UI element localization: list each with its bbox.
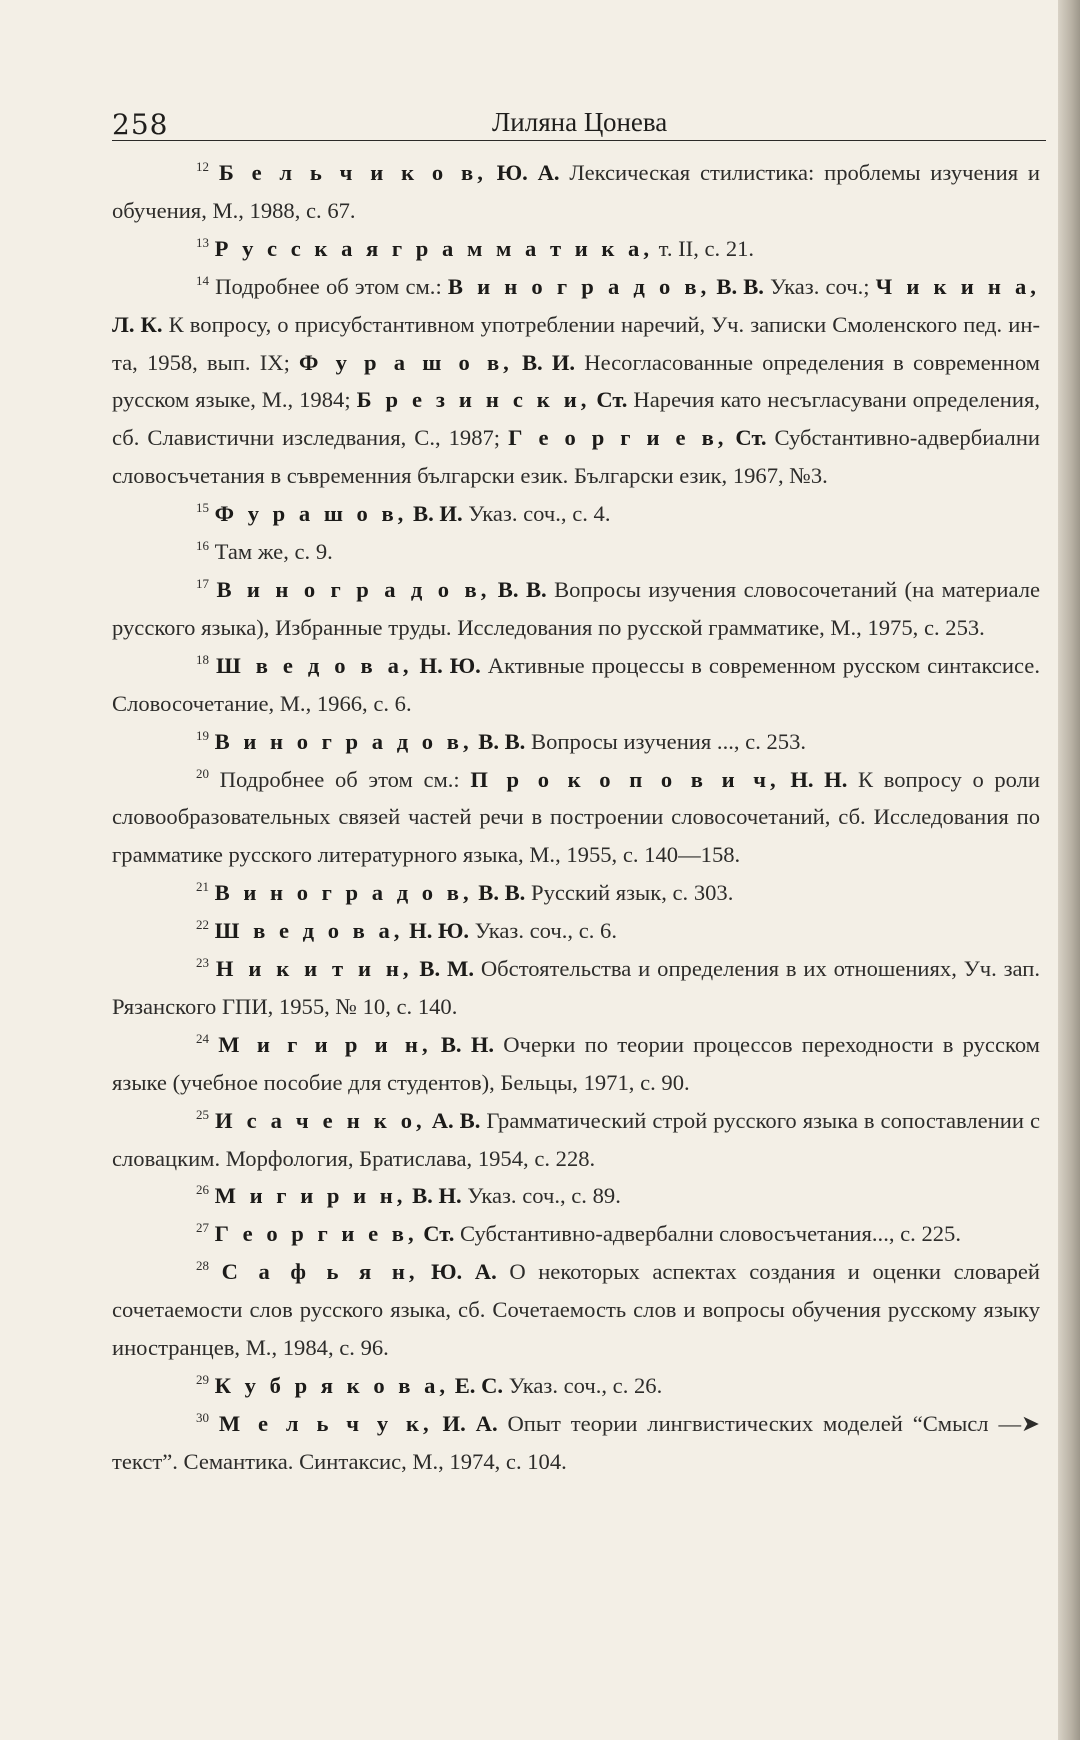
footnote-author: К у б р я к о в а, [214,1373,450,1398]
footnote [112,912,1040,950]
footnote-number: 30 [196,1409,209,1425]
footnote-author: М е л ь ч у к, [218,1410,433,1436]
footnote-text: Очерки по теории процессов переходности в русском языке (учебное пособие для студентов), Бельцы, 1971, с. 90. [112,1031,1040,1095]
footnote-initials: И. А. [442,1410,498,1436]
footnote-text: Вопросы изучения ..., с. 253. [531,728,807,754]
footnote-text: Указ. соч., с. 26. [508,1373,663,1398]
footnote-author: Ф у р а ш о в, [299,349,513,375]
page-header [112,100,1046,141]
footnote-initials: В. Н. [412,1183,462,1209]
footnote [112,1253,1040,1367]
footnote-initials: Ю. А. [431,1259,497,1285]
footnote-initials: Ст. [423,1221,455,1247]
footnote-author: Ч и к и н а, [875,273,1040,299]
footnote-initials: Н. Ю. [419,652,481,678]
footnote [112,647,1040,723]
footnote [112,154,1040,230]
footnote-number: 25 [196,1106,209,1122]
footnote-initials: В. И. [413,501,463,527]
footnote [112,533,1040,571]
footnote [112,874,1040,912]
footnote-number: 24 [196,1030,209,1046]
footnote-initials: А. В. [431,1107,481,1133]
footnote-number: 16 [196,538,209,554]
footnote [112,723,1040,761]
footnote-number: 12 [196,159,209,174]
footnote-text: Обстоятельства и определения в их отношениях, Уч. зап. Рязанского ГПИ, 1955, № 10, с. 140. [112,956,1040,1019]
footnote-author: М и г и р и н, [214,1183,407,1209]
footnote-author: В и н о г р а д о в, [214,728,473,754]
footnote [112,1367,1040,1405]
footnote-author: В и н о г р а д о в, [216,576,491,602]
footnote-author: Б р е з и н с к и, [356,387,591,413]
footnote-author: В и н о г р а д о в, [214,880,473,906]
footnote-lead: Подробнее об этом см.: [219,766,460,792]
footnote-text: Активные процессы в современном русском синтаксисе. Словосочетание, М., 1966, с. 6. [112,652,1040,716]
footnote-text: Указ. соч.; [770,273,870,299]
footnote-number: 27 [196,1220,209,1236]
footnote-text: Указ. соч., с. 89. [467,1183,621,1209]
footnote-initials: Л. К. [112,311,163,337]
page-edge-shadow [1058,0,1080,1740]
running-title: Лиляна Цонева [492,107,668,137]
footnote-text: Русский язык, с. 303. [531,880,734,906]
footnote-number: 15 [196,500,209,516]
footnote [112,1026,1040,1102]
page-number: 258 [112,108,169,141]
footnotes-list [112,154,1040,1481]
footnote-number: 22 [196,917,209,933]
footnote-lead: Подробнее об этом см.: [215,273,442,299]
footnote-author: Ф у р а ш о в, [214,501,408,527]
footnote-number: 18 [196,651,209,667]
footnote-author: Б е л ь ч и к о в, [218,160,487,185]
footnote-number: 20 [196,765,209,781]
footnote [112,571,1040,647]
footnote [112,1102,1040,1178]
footnote-text: Несогласованные определения в современном русском языке, М., 1984; [112,349,1040,413]
footnote [112,268,1040,495]
footnote-number: 13 [196,234,209,250]
footnote-author: Р у с с к а я г р а м м а т и к а, [214,235,654,261]
footnote-initials: В. В. [478,880,526,906]
footnote-author: Ш в е д о в а, [215,652,413,678]
footnote-text: О некоторых аспектах создания и оценки словарей сочетаемости слов русского языка, сб. Сочетаемость слов и вопросы обучения русскому языку иностранцев, М., 1984, с. 96. [112,1259,1041,1361]
footnote-author: И с а ч е н к о, [215,1107,426,1133]
footnote-initials: Ст. [596,387,628,413]
footnote-number: 29 [196,1372,209,1387]
footnote-number: 28 [196,1258,209,1274]
footnote [112,1405,1040,1481]
footnote-number: 23 [196,955,209,971]
footnote-author: В и н о г р а д о в, [447,273,711,299]
footnote [112,761,1040,875]
footnote-author: Г е о р г и е в, [214,1221,418,1247]
footnote-initials: В. М. [419,956,474,982]
footnote [112,230,1040,268]
footnote-initials: В. И. [521,349,576,375]
footnote [112,950,1040,1026]
footnote-initials: В. В. [497,576,547,602]
footnote-number: 21 [196,879,209,895]
footnote-text: Наречия като несъгласувани определения, сб. Славистични изследвания, С., 1987; [112,387,1041,451]
footnote-author: Н и к и т и н, [215,956,413,982]
footnote-initials: Ю. А. [496,160,560,185]
footnote-number: 26 [196,1182,209,1198]
footnote-initials: В. В. [478,728,526,754]
footnote-text: т. II, с. 21. [658,235,755,261]
footnote [112,495,1040,533]
footnote-initials: Н. Ю. [409,918,470,944]
footnote-number: 17 [196,575,209,591]
footnote-author: Ш в е д о в а, [214,918,404,944]
footnote-text: Субстантивно-адвербиални словосъчетания в съвременния български език. Български език, 1967, №3. [112,425,1040,489]
footnote [112,1215,1040,1253]
footnote-initials: Ст. [735,425,767,451]
footnote-initials: В. Н. [440,1031,495,1057]
footnote-text: Лексическая стилистика: проблемы изучения и обучения, М., 1988, с. 67. [112,160,1041,223]
footnote-text: Указ. соч., с. 4. [468,501,611,527]
footnote-author: С а ф ь я н, [221,1259,419,1285]
footnote-text: Грамматический строй русского языка в сопоставлении с словацким. Морфология, Братислава, 1954, с. 228. [112,1107,1040,1171]
footnote-text: К вопросу о роли словообразовательных связей частей речи в построении словосочетаний, сб. Исследования по грамматике русского литературного языка, М., 1955, с. 140—158. [112,766,1041,868]
footnote-text: Субстантивно-адвербални словосъчетания..., с. 225. [460,1221,962,1247]
footnote-initials: Н. Н. [790,766,848,792]
footnote-text: К вопросу, о присубстантивном употреблении наречий, Уч. записки Смоленского пед. ин-та, 1958, вып. IX; [112,311,1040,375]
footnote [112,1177,1040,1215]
footnote-initials: В. В. [716,273,764,299]
footnote-number: 19 [196,727,209,743]
footnote-number: 14 [196,272,209,288]
footnote-initials: Е. С. [454,1373,504,1398]
footnote-author: П р о к о п о в и ч, [470,766,780,792]
footnote-text: Опыт теории лингвистических моделей “Смысл —➤ текст”. Семантика. Синтаксис, М., 1974, с. 104. [112,1410,1040,1474]
footnote-text: Там же, с. 9. [214,539,333,565]
footnote-text: Указ. соч., с. 6. [474,918,617,944]
footnote-author: М и г и р и н, [218,1031,432,1057]
footnote-author: Г е о р г и е в, [508,425,728,451]
footnote-text: Вопросы изучения словосочетаний (на материале русского языка), Избранные труды. Исследования по русской грамматике, М., 1975, с. 253. [112,576,1041,640]
